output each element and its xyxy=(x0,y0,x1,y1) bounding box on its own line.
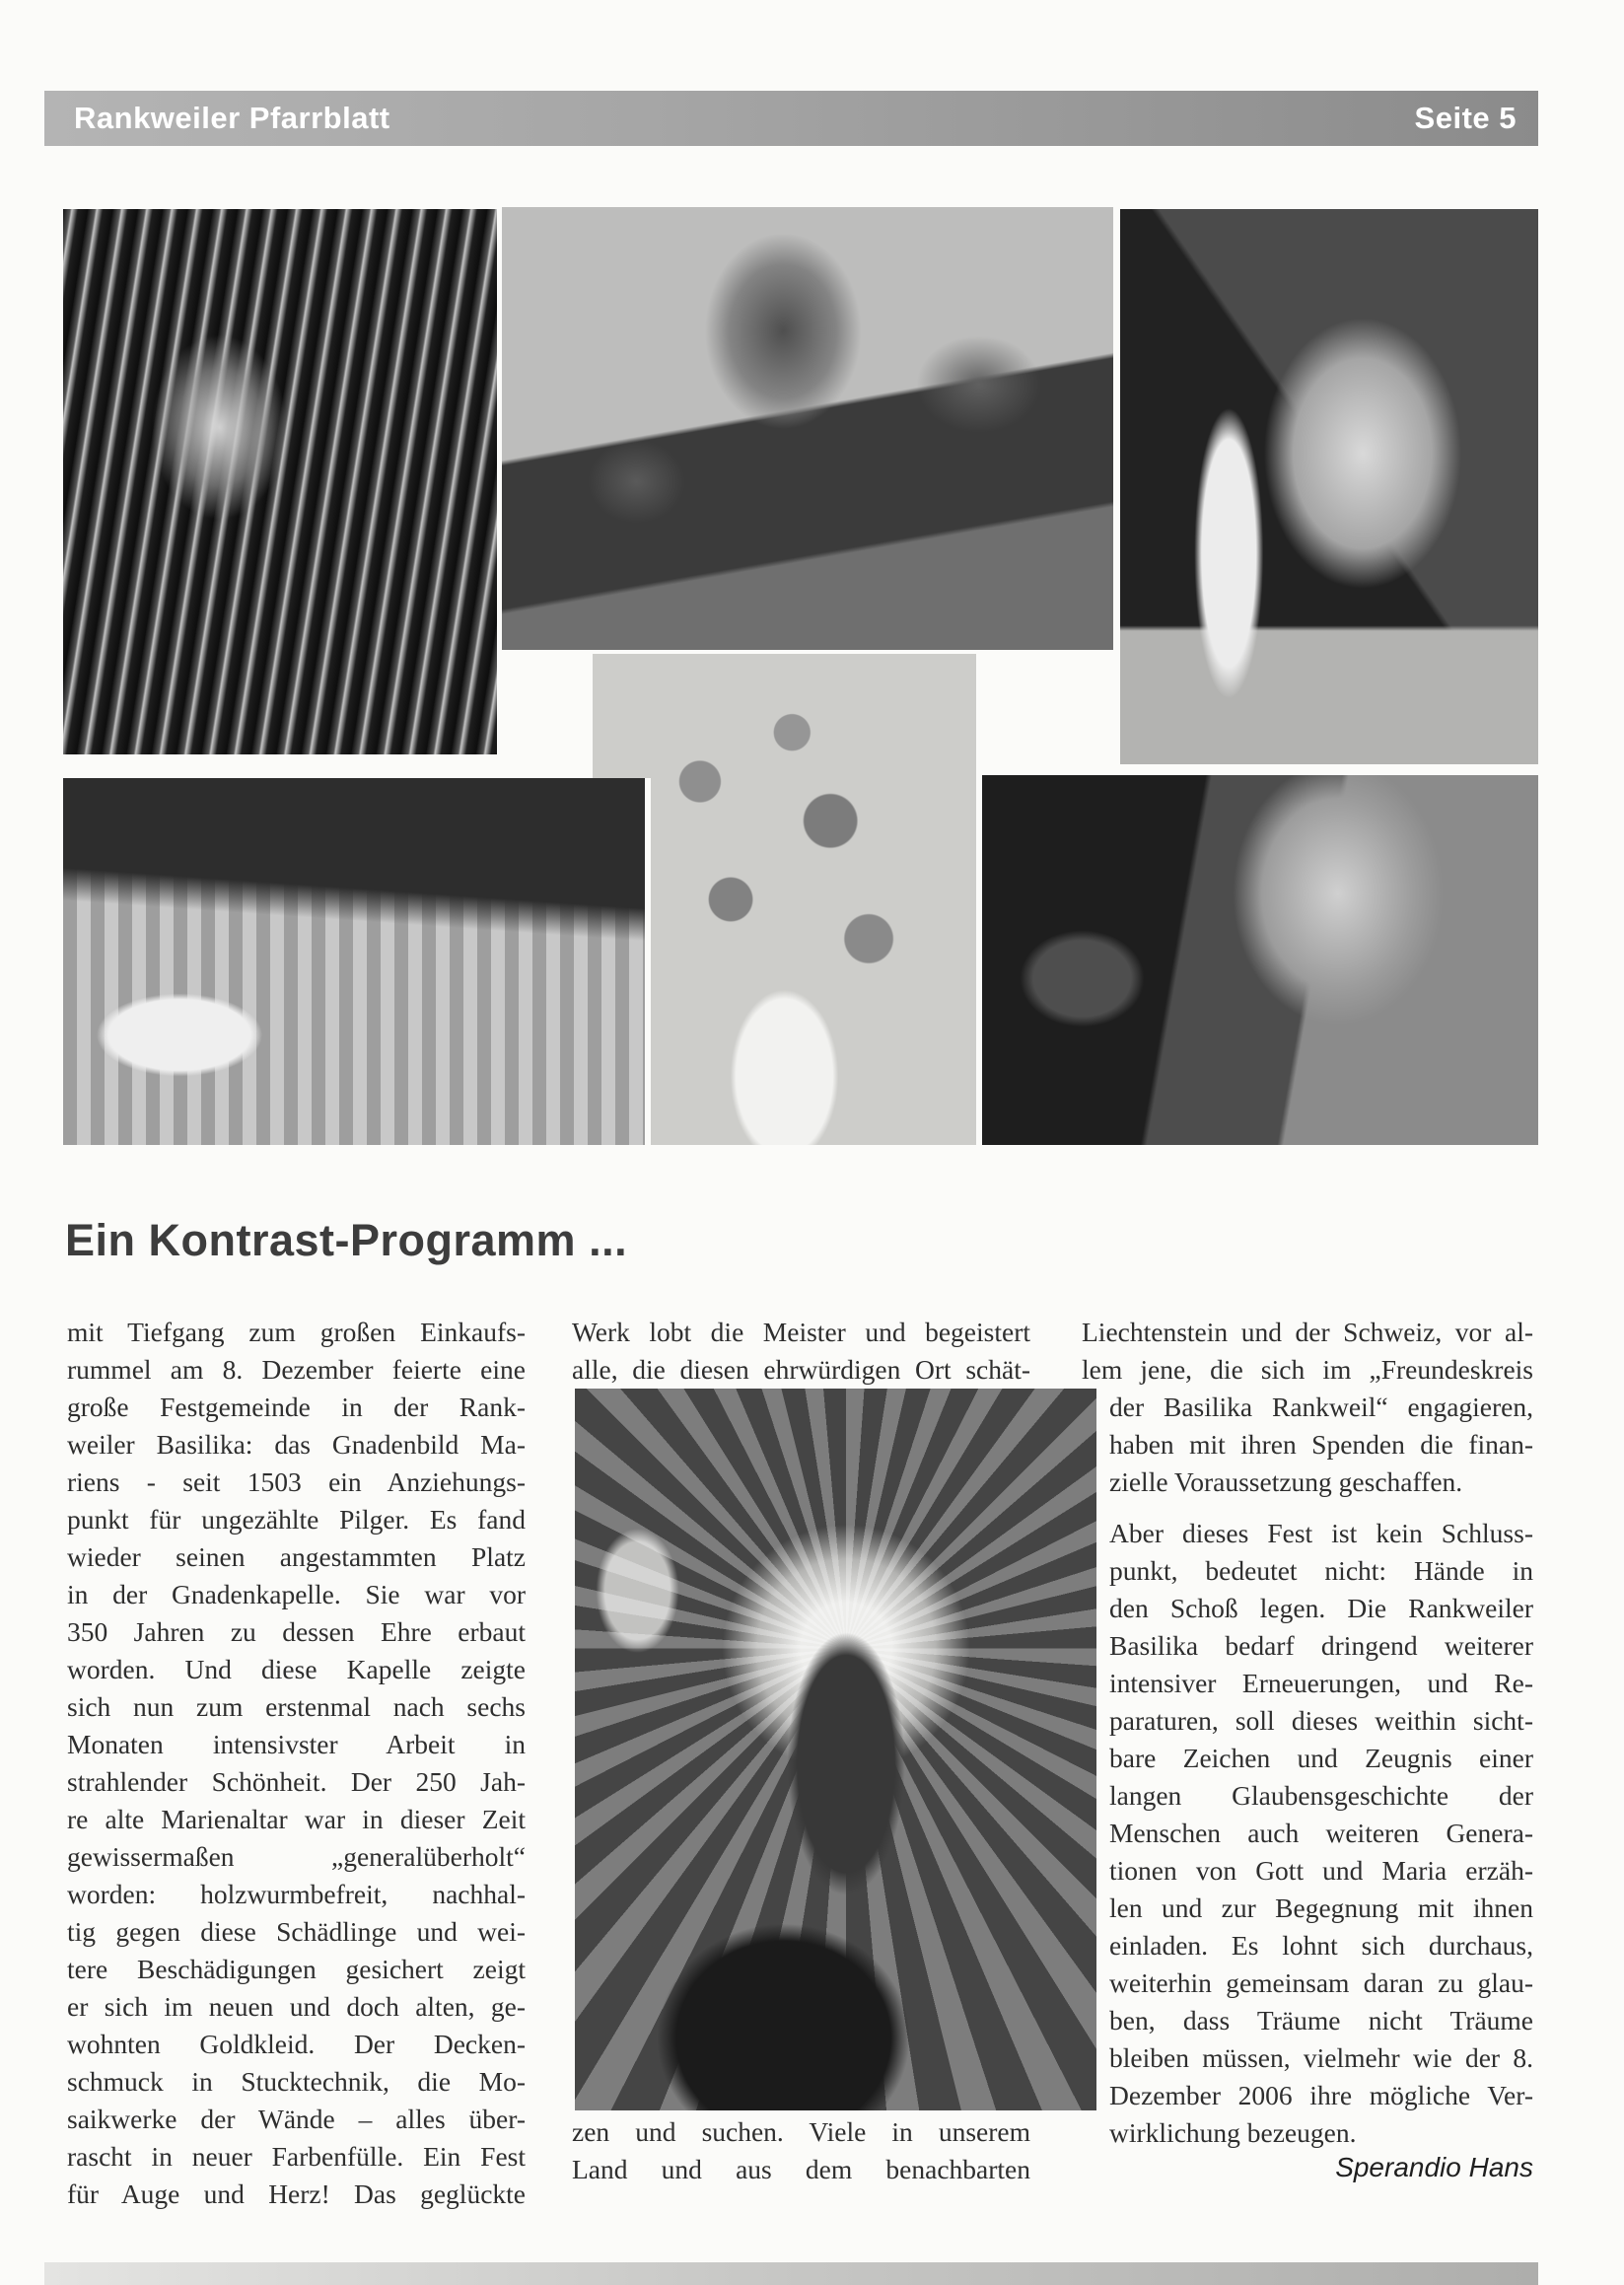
gilded-angel-garland-altar-photo xyxy=(502,207,1113,650)
text-line: ben, dass Träume nicht Träume xyxy=(1109,2005,1533,2035)
text-line: gewissermaßen „generalüberholt“ xyxy=(67,1841,526,1872)
paragraph xyxy=(1082,1314,1533,1501)
text-line: rummel am 8. Dezember feierte eine xyxy=(67,1354,526,1385)
article-column-2-bottom xyxy=(572,2113,1030,2202)
text-line: saikwerke der Wände – alles über- xyxy=(67,2104,526,2134)
text-line: Dezember 2006 ihre mögliche Ver- xyxy=(1109,2080,1533,2110)
article-headline: Ein Kontrast-Programm ... xyxy=(65,1215,628,1265)
page-footer-bar xyxy=(44,2262,1538,2285)
text-line: der Basilika Rankweil“ engagieren, xyxy=(1109,1392,1533,1422)
article-column-3 xyxy=(1082,1314,1533,2166)
text-line: riens - seit 1503 ein Anziehungs- xyxy=(67,1466,526,1497)
text-line: strahlender Schönheit. Der 250 Jah- xyxy=(67,1766,526,1797)
text-line: 350 Jahren zu dessen Ehre erbaut xyxy=(67,1616,526,1647)
text-line: Menschen auch weiteren Genera- xyxy=(1109,1818,1533,1848)
text-line: den Schoß legen. Die Rankweiler xyxy=(1109,1593,1533,1623)
text-line: worden. Und diese Kapelle zeigte xyxy=(67,1654,526,1684)
text-line: tionen von Gott und Maria erzäh- xyxy=(1109,1855,1533,1886)
text-line: Land und aus dem benachbarten xyxy=(572,2154,1030,2184)
text-line: tere Beschädigungen gesichert zeigt xyxy=(67,1954,526,1984)
text-line: langen Glaubensgeschichte der xyxy=(1109,1780,1533,1811)
text-line: er sich im neuen und doch alten, ge- xyxy=(67,1991,526,2022)
text-line: wohnten Goldkleid. Der Decken- xyxy=(67,2029,526,2059)
article-column-1 xyxy=(67,1314,526,2227)
text-line: lem jene, die sich im „Freundeskreis xyxy=(1082,1354,1533,1385)
text-line: einladen. Es lohnt sich durchaus, xyxy=(1109,1930,1533,1961)
text-line: paraturen, soll dieses weithin sicht- xyxy=(1109,1705,1533,1736)
text-line: bare Zeichen und Zeugnis einer xyxy=(1109,1743,1533,1773)
man-restoring-altar-photo xyxy=(982,775,1538,1145)
text-line: Werk lobt die Meister und begeistert xyxy=(572,1317,1030,1347)
text-line: große Festgemeinde in der Rank- xyxy=(67,1392,526,1422)
madonna-altar-halo-photo xyxy=(575,1389,1096,2110)
text-line: schmuck in Stucktechnik, die Mo- xyxy=(67,2066,526,2097)
text-line: Monaten intensivster Arbeit in xyxy=(67,1729,526,1759)
stucco-flower-bouquet-photo xyxy=(593,654,976,1145)
text-line: weiler Basilika: das Gnadenbild Ma- xyxy=(67,1429,526,1460)
woman-restorer-workbench-photo xyxy=(1120,209,1538,764)
text-line: Basilika bedarf dringend weiterer xyxy=(1109,1630,1533,1661)
paragraph xyxy=(67,1314,526,2213)
text-line: punkt für ungezählte Pilger. Es fand xyxy=(67,1504,526,1535)
text-line: wirklichung bezeugen. xyxy=(1109,2117,1357,2148)
paragraph xyxy=(1082,1515,1533,2152)
paragraph xyxy=(572,2113,1030,2188)
text-line: Liechtenstein und der Schweiz, vor al- xyxy=(1082,1317,1533,1347)
text-line: intensiver Erneuerungen, und Re- xyxy=(1109,1668,1533,1698)
page-header-bar xyxy=(44,91,1538,146)
text-line: re alte Marienaltar war in dieser Zeit xyxy=(67,1804,526,1834)
restoration-baskets-materials-photo xyxy=(63,778,645,1145)
text-line: mit Tiefgang zum großen Einkaufs- xyxy=(67,1317,526,1347)
text-line: bleiben müssen, vielmehr wie der 8. xyxy=(1109,2042,1533,2073)
text-line: wieder seinen angestammten Platz xyxy=(67,1541,526,1572)
newsletter-title: Rankweiler Pfarrblatt xyxy=(74,101,390,135)
text-line: worden: holzwurmbefreit, nachhal- xyxy=(67,1879,526,1909)
text-line: haben mit ihren Spenden die finan- xyxy=(1109,1429,1533,1460)
text-line: alle, die diesen ehrwürdigen Ort schät- xyxy=(572,1354,1030,1385)
text-line: weiterhin gemeinsam daran zu glau- xyxy=(1109,1967,1533,1998)
text-line: sich nun zum erstenmal nach sechs xyxy=(67,1691,526,1722)
text-line: tig gegen diese Schädlinge und wei- xyxy=(67,1916,526,1947)
text-line: zielle Voraussetzung geschaffen. xyxy=(1109,1466,1463,1497)
text-line: Aber dieses Fest ist kein Schluss- xyxy=(1109,1518,1533,1548)
author-byline: Sperandio Hans xyxy=(1335,2152,1533,2182)
text-line: len und zur Begegnung mit ihnen xyxy=(1109,1892,1533,1923)
organ-pipes-angel-carving-photo xyxy=(63,209,497,754)
text-line: punkt, bedeutet nicht: Hände in xyxy=(1109,1555,1533,1586)
text-line: rascht in neuer Farbenfülle. Ein Fest xyxy=(67,2141,526,2172)
text-line: zen und suchen. Viele in unserem xyxy=(572,2116,1030,2147)
paragraph xyxy=(572,1314,1030,1389)
page-number: Seite 5 xyxy=(1414,101,1517,135)
text-line: für Auge und Herz! Das geglückte xyxy=(67,2178,526,2209)
text-line: in der Gnadenkapelle. Sie war vor xyxy=(67,1579,526,1609)
